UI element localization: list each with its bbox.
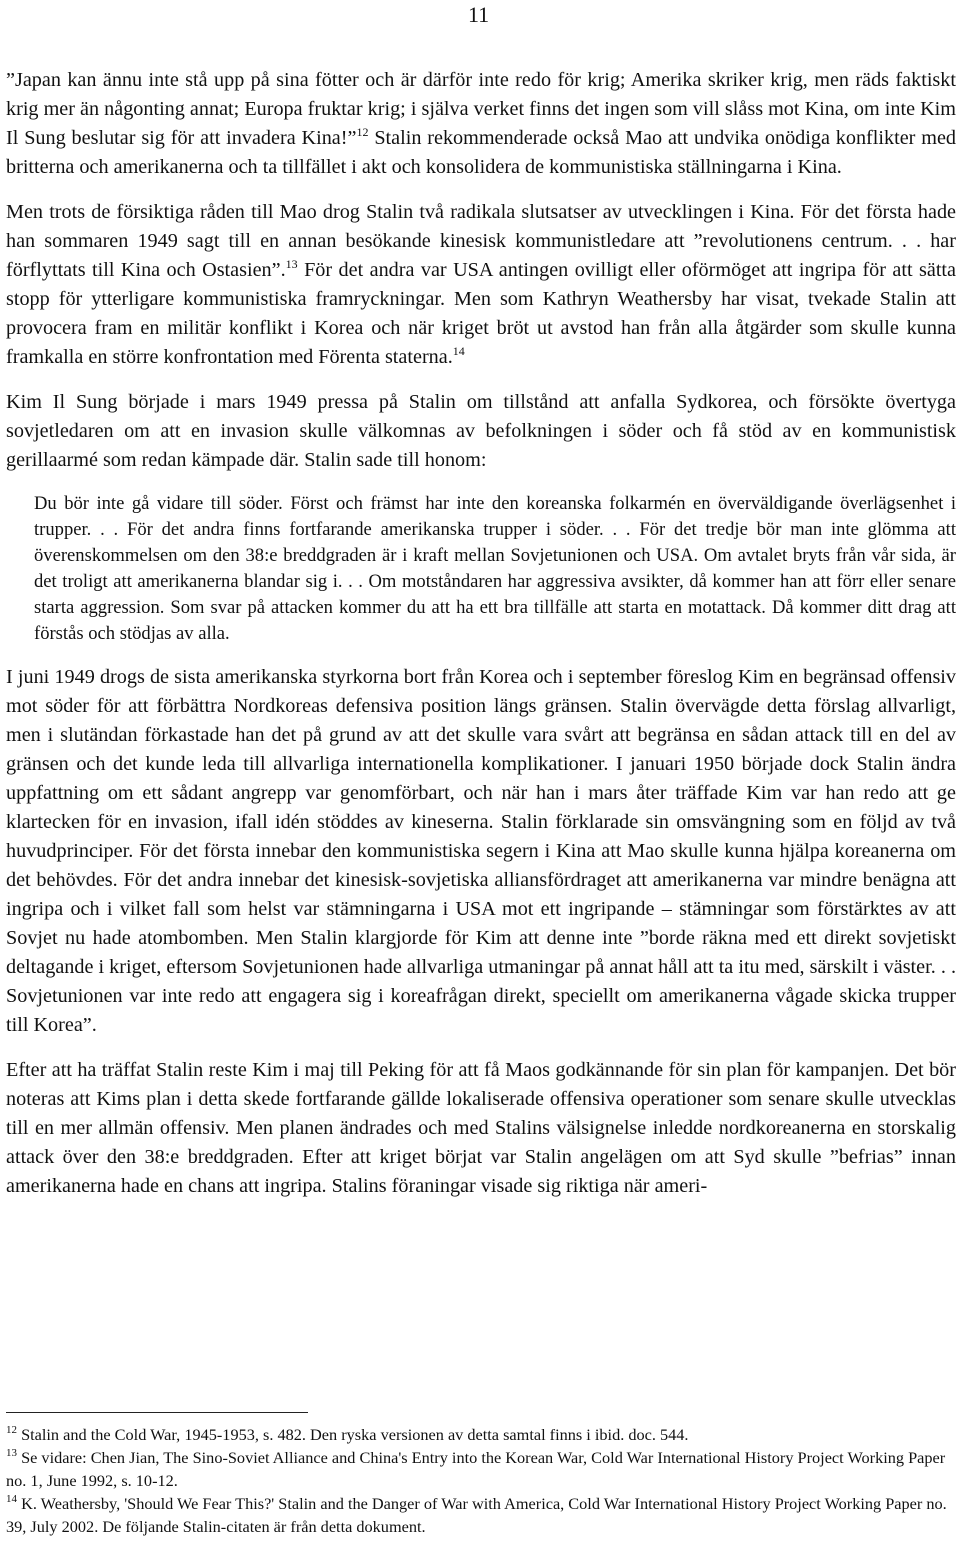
body-text <box>6 66 956 1217</box>
footnote-number: 14 <box>6 1493 17 1505</box>
footnote-ref-12[interactable]: 12 <box>356 125 369 139</box>
paragraph-4: I juni 1949 drogs de sista amerikanska styrkorna bort från Korea och i september föreslog Kim en begränsad offensiv mot söder för att förbättra Nordkoreas defensiva position längs gränsen. Stalin övervägde detta förslag allvarligt, men i slutändan förkastade han det på grund av att det skulle vara svårt att begränsa en sådan attack till en del av gränsen och det kunde leda till allvarliga internationella komplikationer. I januari 1950 började dock Stalin ändra uppfattning om ett sådant angrepp var genomförbart, och när han i mars åter träffade Kim var han redo att ge klartecken för en invasion, ifall idén stöddes av kineserna. Stalin förklarade sin omsvängning som en följd av två huvudprinciper. För det första innebar den kommunistiska segern i Kina att Mao skulle kunna hjälpa koreanerna om det behövdes. För det andra innebar det kinesisk-sovjetiska alliansfördraget att amerikanerna var mindre benägna att ingripa och i vilket fall som helst var stämningarna i USA mot ett ingripande – stämningar som förstärktes av att Sovjet nu hade atombomben. Men Stalin klargjorde för Kim att denne inte ”borde räkna med ett direkt sovjetiskt deltagande i kriget, eftersom Sovjetunionen hade allvarliga utmaningar på annat håll att ta itu med, särskilt i väster. . . Sovjetunionen var inte redo att engagera sig i koreafrågan direkt, speciellt om amerikanerna vågade skicka trupper till Korea”. <box>6 666 956 1036</box>
paragraph-2 <box>6 198 956 372</box>
footnote-ref-13[interactable]: 13 <box>285 257 298 271</box>
footnote-number: 13 <box>6 1447 17 1459</box>
paragraph-3: Kim Il Sung började i mars 1949 pressa på Stalin om tillstånd att anfalla Sydkorea, och försökte övertyga sovjetledaren om att en invasion skulle välkomnas av befolkningen i söder och få stöd av en kommunistisk gerillaarmé som redan kämpade där. Stalin sade till honom: <box>6 391 956 471</box>
paragraph-text: ”Japan kan ännu inte stå upp på sina fötter och är därför inte redo för krig; Amerika skriker krig, men räds faktiskt krig mer än någonting annat; Europa fruktar krig; i själva verket finns det ingen som vill slåss mot Kina, om inte Kim Il Sung beslutar sig för att invadera Kina!” <box>6 69 956 149</box>
paragraph-text: Men trots de försiktiga råden till Mao drog Stalin två radikala slutsatser av utvecklingen i Kina. För det första hade han sommaren 1949 sagt till en annan besökande kinesisk kommunistledare att ”revolutionens centrum. . . har förflyttats till Kina och Ostasien”. <box>6 201 956 281</box>
block-quote: Du bör inte gå vidare till söder. Först och främst har inte den koreanska folkarmén en överväldigande överlägsenhet i trupper. . . För det andra finns fortfarande amerikanska trupper i söder. . . För det tredje bör man inte glömma att överenskommelsen om den 38:e breddgraden är i kraft mellan Sovjetunionen och USA. Om avtalet bryts från vår sida, är det troligt att amerikanerna blandar sig i. . . Om motståndaren har aggressiva avsikter, då kommer han att förr eller senare starta aggression. Som svar på attacken kommer du att ha ett bra tillfälle att starta en motattack. Då kommer ditt drag att förstås och stödjas av alla. <box>34 493 956 644</box>
footnote-text: Stalin and the Cold War, 1945-1953, s. 482. Den ryska versionen av detta samtal finns i ibid. doc. 544. <box>21 1425 689 1444</box>
footnote-divider <box>6 1412 308 1413</box>
page-number: 11 <box>468 2 490 27</box>
footnote-ref-14[interactable]: 14 <box>452 344 465 358</box>
footnote-12 <box>6 1423 956 1446</box>
paragraph-text: Stalin rekommenderade också Mao att undvika onödiga konflikter med britterna och amerikanerna och ta tillfället i akt och konsolidera de kommunistiska ställningarna i Kina. <box>6 127 956 178</box>
paragraph-5: Efter att ha träffat Stalin reste Kim i maj till Peking för att få Maos godkännande för sin plan för kampanjen. Det bör noteras att Kims plan i detta skede fortfarande gällde lokaliserade offensiva operationer som senare skulle utvecklas till en mer allmän offensiv. Men planen ändrades och med Stalins välsignelse inledde nordkoreanerna en storskalig attack över den 38:e breddgraden. Efter att kriget börjat var Stalin angelägen om att Syd skulle ”befrias” innan amerikanerna hade en chans att ingripa. Stalins föraningar visade sig riktiga när ameri- <box>6 1059 956 1197</box>
paragraph-text: För det andra var USA antingen ovilligt eller oförmöget att ingripa för att sätta stopp för ytterligare kommunistiska framryckningar. Men som Kathryn Weathersby har visat, tvekade Stalin att provocera fram en militär konflikt i Korea och när kriget bröt ut avstod han från alla åtgärder som skulle kunna framkalla en större konfrontation med Förenta staterna. <box>6 259 956 368</box>
footnote-number: 12 <box>6 1424 17 1436</box>
footnote-text: K. Weathersby, 'Should We Fear This?' Stalin and the Danger of War with America, Cold War International History Project Working Paper no. 39, July 2002. De följande Stalin-citaten är från detta dokument. <box>6 1494 947 1536</box>
paragraph-1 <box>6 66 956 182</box>
footnotes <box>6 1412 956 1538</box>
footnote-13 <box>6 1446 956 1492</box>
footnote-text: Se vidare: Chen Jian, The Sino-Soviet Alliance and China's Entry into the Korean War, Cold War International History Project Working Paper no. 1, June 1992, s. 10-12. <box>6 1448 946 1490</box>
footnote-14 <box>6 1492 956 1538</box>
